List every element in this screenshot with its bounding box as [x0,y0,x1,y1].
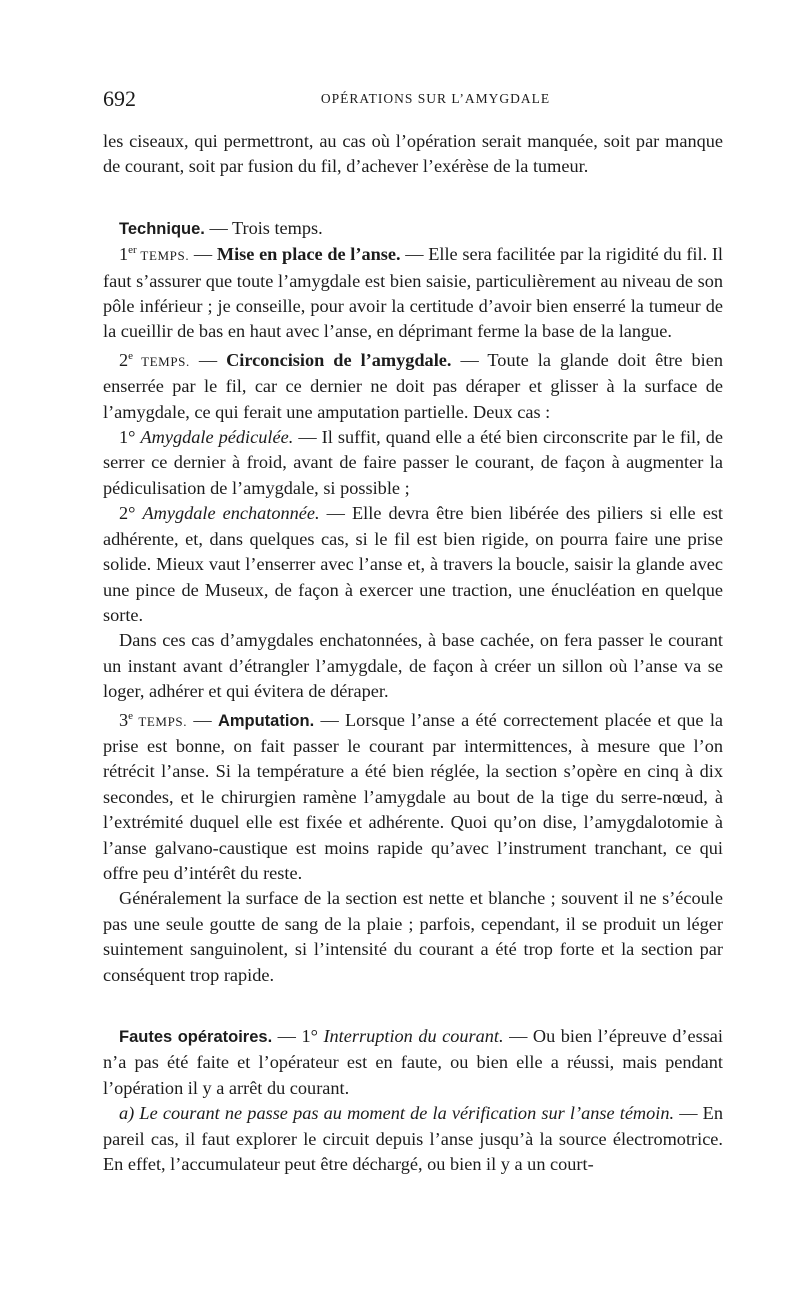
step-2-paragraph [103,348,723,425]
case-2-text: — Elle devra être bien libérée des piliers si elle est adhérente, et, dans quelques cas, si le fil est bien rigide, on pourra faire une prise solide. Mieux vaut l’enserrer avec l’anse et, à travers la boucle, saisir la glande avec une pince de Museux, de façon à exercer une traction, une énucléation en quelque sorte. [103,503,724,625]
case-1-text: — Il suffit, quand elle a été bien circonscrite par le fil, de serrer ce dernier à froid, avant de faire passer le courant, de façon à augmenter la pédiculisation de l’amygdale, si possible ; [103,427,724,498]
case-1-title: Amygdale pédiculée. [140,427,294,448]
step-3-number: 3 [119,709,129,730]
fautes-heading: Fautes opératoires. [119,1028,273,1046]
step-1-text: — Elle sera facilitée par la rigidité du fil. Il faut s’assurer que toute l’amygdale est bien saisie, particulièrement au niveau de son pôle inférieur ; je conseille, pour avoir la certitude d’avoir bien enserré la tumeur de la cueillir de bas en haut avec l’anse, en déprimant ferme la base de la langue. [103,244,724,342]
point-a-title: Le courant ne passe pas au moment de la vérification sur l’anse témoin. [139,1103,675,1124]
step-1-ordinal: er [128,244,137,257]
fautes-paragraph [103,1024,723,1101]
technique-paragraph [103,216,723,242]
step-2-separator: — [189,349,227,370]
fautes-title: Interruption du courant. [323,1026,504,1046]
step-1-number: 1 [119,244,129,265]
technique-heading: Technique. [119,219,205,238]
enchatonnees-paragraph [103,628,723,704]
fautes-text: — Ou bien l’épreuve d’essai n’a pas été faite et l’opérateur est en faute, ou bien elle a réussi, mais pendant l’opération il y a arrêt du courant. [103,1026,724,1098]
step-1-label: TEMPS. [136,248,190,264]
step-1-paragraph [103,242,723,345]
step-2-label: TEMPS. [133,353,190,369]
paragraph-continuation [103,129,723,180]
page-header [103,84,723,114]
step-2-heading: Circoncision de l’amygdale. [226,349,452,370]
step-1-heading: Mise en place de l’anse. [216,244,401,265]
generalement-text: Généralement la surface de la section est nette et blanche ; souvent il ne s’écoule pas une seule goutte de sang de la plaie ; parfois, cependant, il se produit un léger suintement sanguinolent, si l’intensité du courant a été trop forte et la section par conséquent trop rapide. [103,888,723,985]
page-number: 692 [103,86,136,111]
step-3-separator: — [187,709,218,730]
body-text [103,129,723,1177]
case-2-title: Amygdale enchatonnée. [142,503,320,524]
step-1-separator: — [189,244,217,265]
fautes-number: 1° [301,1026,318,1046]
step-3-ordinal: e [128,709,134,722]
step-3-text: — Lorsque l’anse a été correctement placée et que la prise est bonne, on fait passer le courant par intermittences, à mesure que l’on rétrécit l’anse. Si la température a été bien réglée, la section s’opère en cinq à dix secondes, et le chirurgien ramène l’amygdale au bout de la tige du serre-nœud, à l’extrémité duquel elle est fixée et adhérente. Quoi qu’on dise, l’amygdalotomie à l’anse galvano-caustique est moins rapide qu’avec l’instrument tranchant, ce qui offre peu d’intérêt du reste. [103,709,724,883]
generalement-paragraph [103,886,723,988]
enchatonnees-text: Dans ces cas d’amygdales enchatonnées, à base cachée, on fera passer le courant un instant avant d’étrangler l’amygdale, de façon à créer un sillon où l’anse va se loger, adhérer et qui évitera de déraper. [103,630,723,702]
step-2-text: — Toute la glande doit être bien enserrée par le fil, car ce dernier ne doit pas déraper et glisser à la surface de l’amygdale, ce qui ferait une amputation partielle. Deux cas : [103,349,723,422]
technique-text: — Trois temps. [204,217,323,238]
step-2-ordinal: e [128,349,134,362]
step-3-paragraph [103,708,723,887]
fautes-separator: — [272,1026,302,1046]
paragraph-text: les ciseaux, qui permettront, au cas où l’opération serait manquée, soit par manque de courant, soit par fusion du fil, d’achever l’exérèse de la tumeur. [103,131,723,177]
running-title: OPÉRATIONS SUR L’AMYGDALE [320,91,551,106]
point-a-paragraph [103,1101,723,1177]
step-3-heading: Amputation. [217,711,315,730]
point-a-label: a) [119,1103,135,1124]
point-a-text: — En pareil cas, il faut explorer le circuit depuis l’anse jusqu’à la source électromotrice. En effet, l’accumulateur peut être déchargé, ou bien il y a un court- [103,1103,723,1175]
case-2-paragraph [103,501,723,628]
step-2-number: 2 [119,349,129,370]
case-1-number: 1° [119,427,136,448]
case-2-number: 2° [119,503,136,524]
case-1-paragraph [103,425,723,501]
step-3-label: TEMPS. [133,713,188,729]
